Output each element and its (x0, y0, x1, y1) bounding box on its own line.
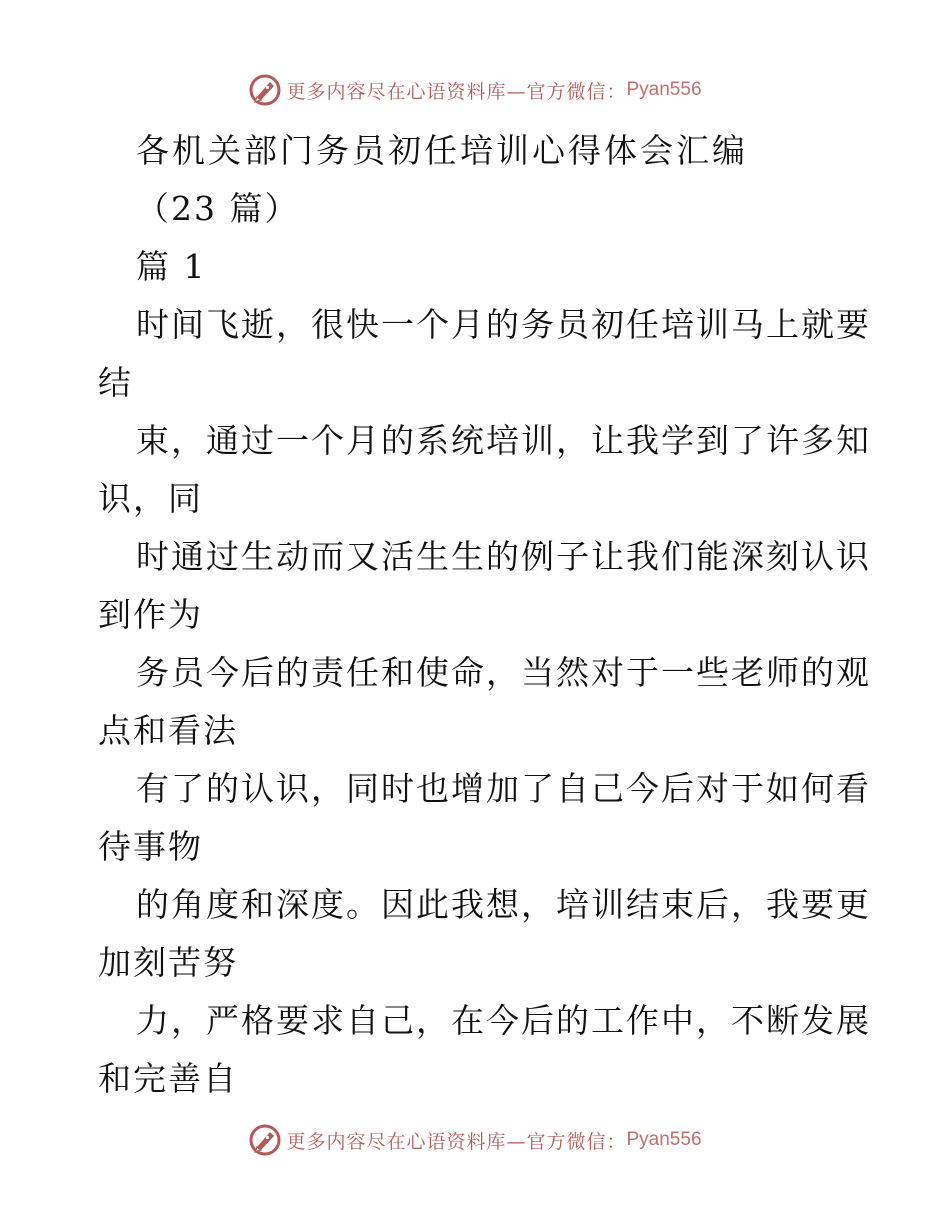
section-heading: 篇 1 (136, 247, 207, 286)
paragraph-line: 识，同 (98, 479, 203, 518)
paragraph-line: 到作为 (98, 595, 203, 634)
footer-watermark (0, 1120, 950, 1160)
header-watermark (0, 70, 950, 110)
paragraph-line: 的角度和深度。因此我想，培训结束后，我要更 (136, 885, 871, 924)
paragraph-line: 加刻苦努 (98, 943, 238, 982)
pen-logo-icon (248, 73, 282, 107)
watermark-handle: Pyan556 (626, 1129, 702, 1150)
document-count: （23 篇） (136, 189, 300, 228)
document-title: 各机关部门务员初任培训心得体会汇编 (136, 131, 748, 170)
pen-logo-icon (248, 1123, 282, 1157)
paragraph-line: 束，通过一个月的系统培训，让我学到了许多知 (136, 421, 871, 460)
paragraph-line: 和完善自 (98, 1059, 238, 1098)
paragraph-line: 力，严格要求自己，在今后的工作中，不断发展 (136, 1001, 871, 1040)
paragraph-line: 时间飞逝，很快一个月的务员初任培训马上就要 (136, 305, 871, 344)
paragraph-line: 时通过生动而又活生生的例子让我们能深刻认识 (136, 537, 871, 576)
paragraph-line: 务员今后的责任和使命，当然对于一些老师的观 (136, 653, 871, 692)
paragraph-line: 待事物 (98, 827, 203, 866)
document-body (98, 122, 871, 1108)
paragraph-line: 有了的认识，同时也增加了自己今后对于如何看 (136, 769, 871, 808)
paragraph-line: 点和看法 (98, 711, 238, 750)
watermark-text: 更多内容尽在心语资料库—官方微信： (286, 1130, 627, 1153)
watermark-text: 更多内容尽在心语资料库—官方微信： (286, 80, 627, 103)
watermark-handle: Pyan556 (626, 79, 702, 100)
paragraph-line: 结 (98, 363, 133, 402)
